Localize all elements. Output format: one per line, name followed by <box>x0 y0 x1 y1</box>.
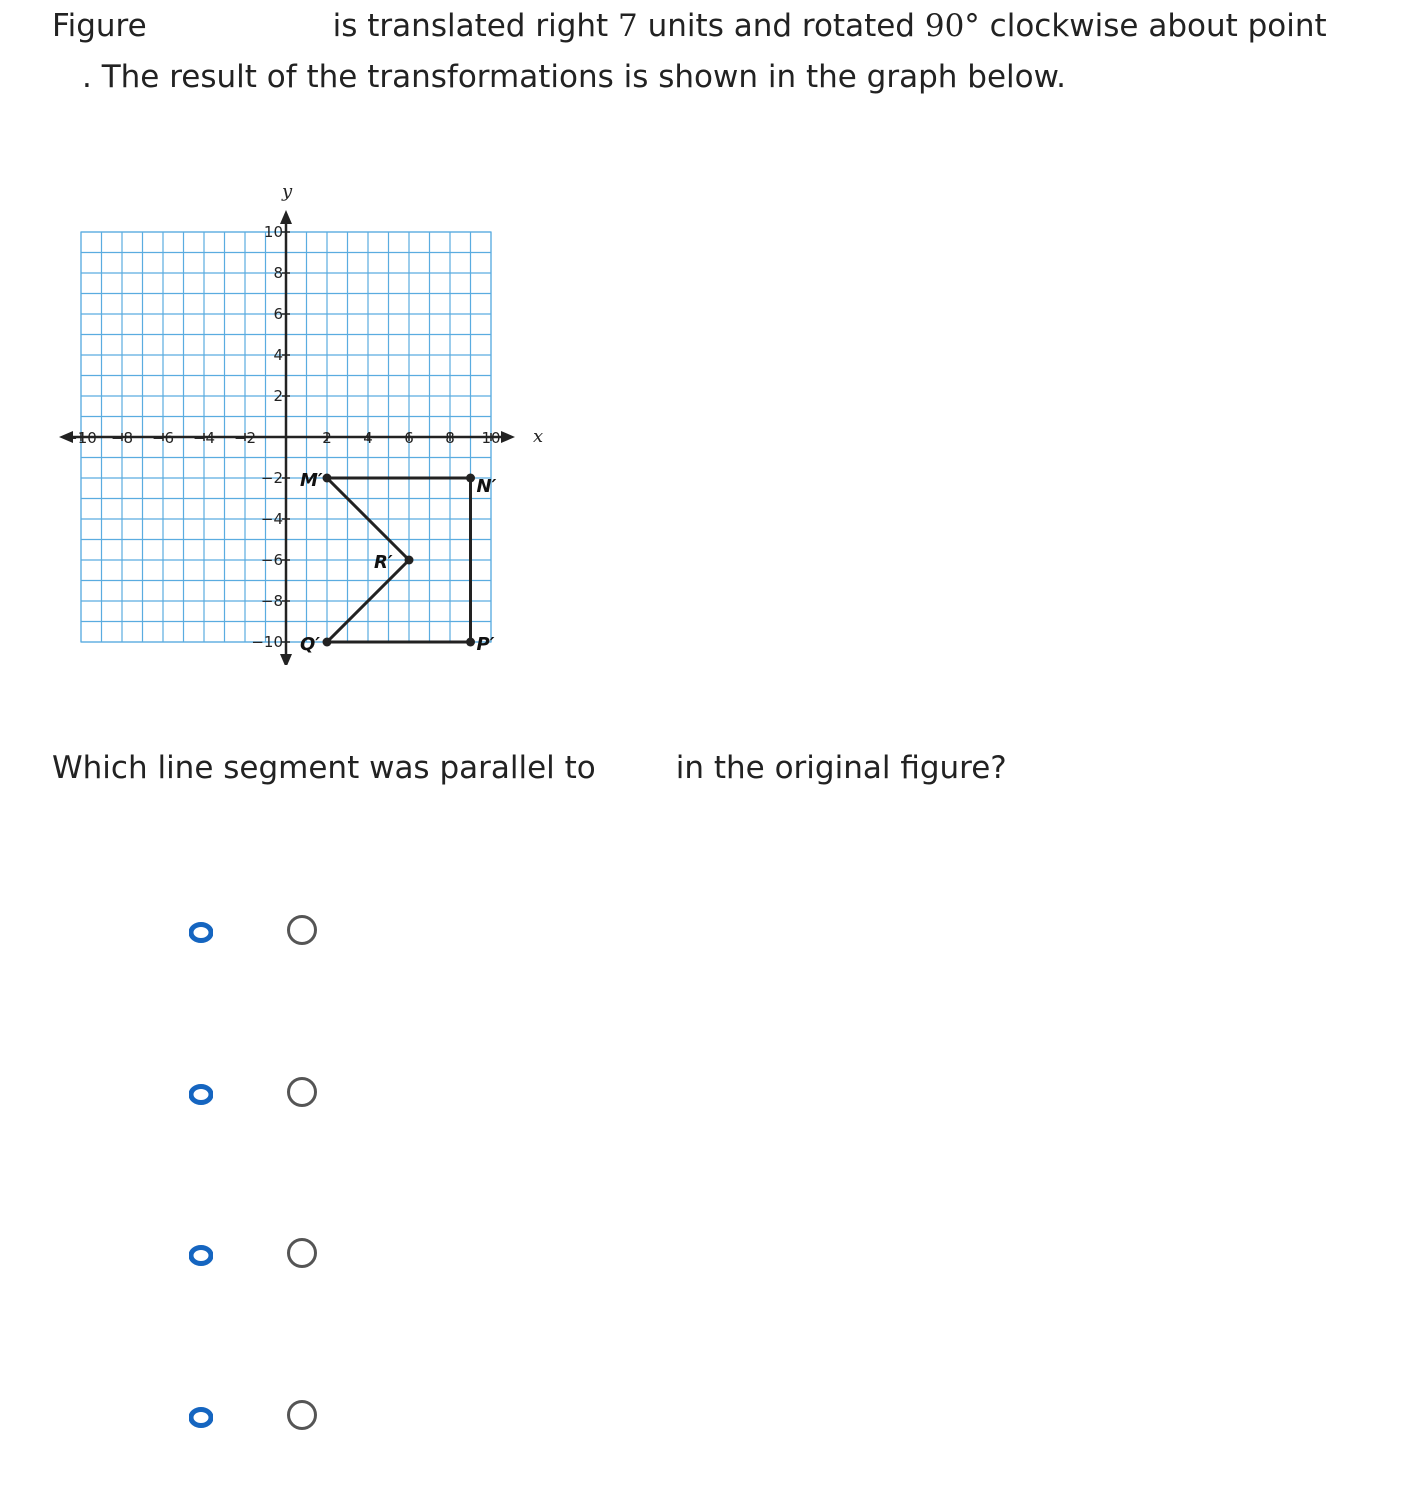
vertex-point <box>323 638 332 647</box>
option-radio[interactable] <box>287 1400 317 1430</box>
x-tick-label: −4 <box>192 429 216 447</box>
prompt-part-2: in the original figure? <box>675 750 1007 786</box>
vertex-point <box>323 474 332 483</box>
answer-option-3 <box>185 1236 345 1276</box>
eye-icon[interactable] <box>189 1407 213 1428</box>
question-prompt <box>52 748 1007 788</box>
question-line-1 <box>52 6 1327 46</box>
y-axis-arrow-up <box>280 210 292 224</box>
option-radio[interactable] <box>287 1238 317 1268</box>
question-rotated-text: units and rotated <box>647 8 915 44</box>
coordinate-graph <box>50 175 550 665</box>
x-axis-name: x <box>533 426 544 447</box>
x-tick-label: 2 <box>322 429 332 447</box>
y-tick-label: −2 <box>260 469 283 487</box>
question-clockwise-text: clockwise about point <box>989 8 1327 44</box>
vertex-label: R′ <box>374 552 393 573</box>
vertex-point <box>405 556 414 565</box>
vertex-label: Q′ <box>300 634 321 655</box>
rotation-degrees: 90° <box>924 8 980 44</box>
eye-icon[interactable] <box>189 1084 213 1105</box>
eye-icon[interactable] <box>189 1245 213 1266</box>
eye-icon[interactable] <box>189 922 213 943</box>
answer-option-2 <box>185 1075 345 1115</box>
x-tick-label: 8 <box>445 429 455 447</box>
y-tick-label: −4 <box>260 510 283 528</box>
x-tick-label: −6 <box>151 429 175 447</box>
y-tick-label: 10 <box>263 223 283 241</box>
prompt-part-1: Which line segment was parallel to <box>52 750 596 786</box>
x-tick-label: −2 <box>233 429 257 447</box>
translation-units: 7 <box>618 8 638 44</box>
x-tick-label: −10 <box>65 429 97 447</box>
answer-option-4 <box>185 1398 345 1438</box>
question-line-2: . The result of the transformations is shown in the graph below. <box>82 59 1066 95</box>
y-tick-label: 8 <box>273 264 283 282</box>
vertex-label: M′ <box>300 470 323 491</box>
vertex-point <box>466 638 475 647</box>
question-translated-text: is translated right <box>332 8 609 44</box>
vertex-label: N′ <box>476 476 497 497</box>
y-tick-label: 4 <box>273 346 283 364</box>
question-figure-word: Figure <box>52 8 147 44</box>
y-tick-label: −10 <box>251 633 283 651</box>
y-axis-name: y <box>282 181 293 202</box>
y-tick-label: −6 <box>260 551 283 569</box>
answer-option-1 <box>185 913 345 953</box>
x-axis-arrow-right <box>501 431 515 443</box>
x-tick-label: −8 <box>110 429 134 447</box>
vertex-label: P′ <box>476 634 495 655</box>
y-tick-label: 2 <box>273 387 283 405</box>
vertex-point <box>466 474 475 483</box>
option-radio[interactable] <box>287 915 317 945</box>
x-tick-label: 6 <box>404 429 414 447</box>
y-tick-label: 6 <box>273 305 283 323</box>
x-tick-label: 4 <box>363 429 373 447</box>
y-tick-label: −8 <box>260 592 283 610</box>
option-radio[interactable] <box>287 1077 317 1107</box>
x-tick-label: 10 <box>481 429 501 447</box>
y-axis-arrow-down <box>280 654 292 665</box>
